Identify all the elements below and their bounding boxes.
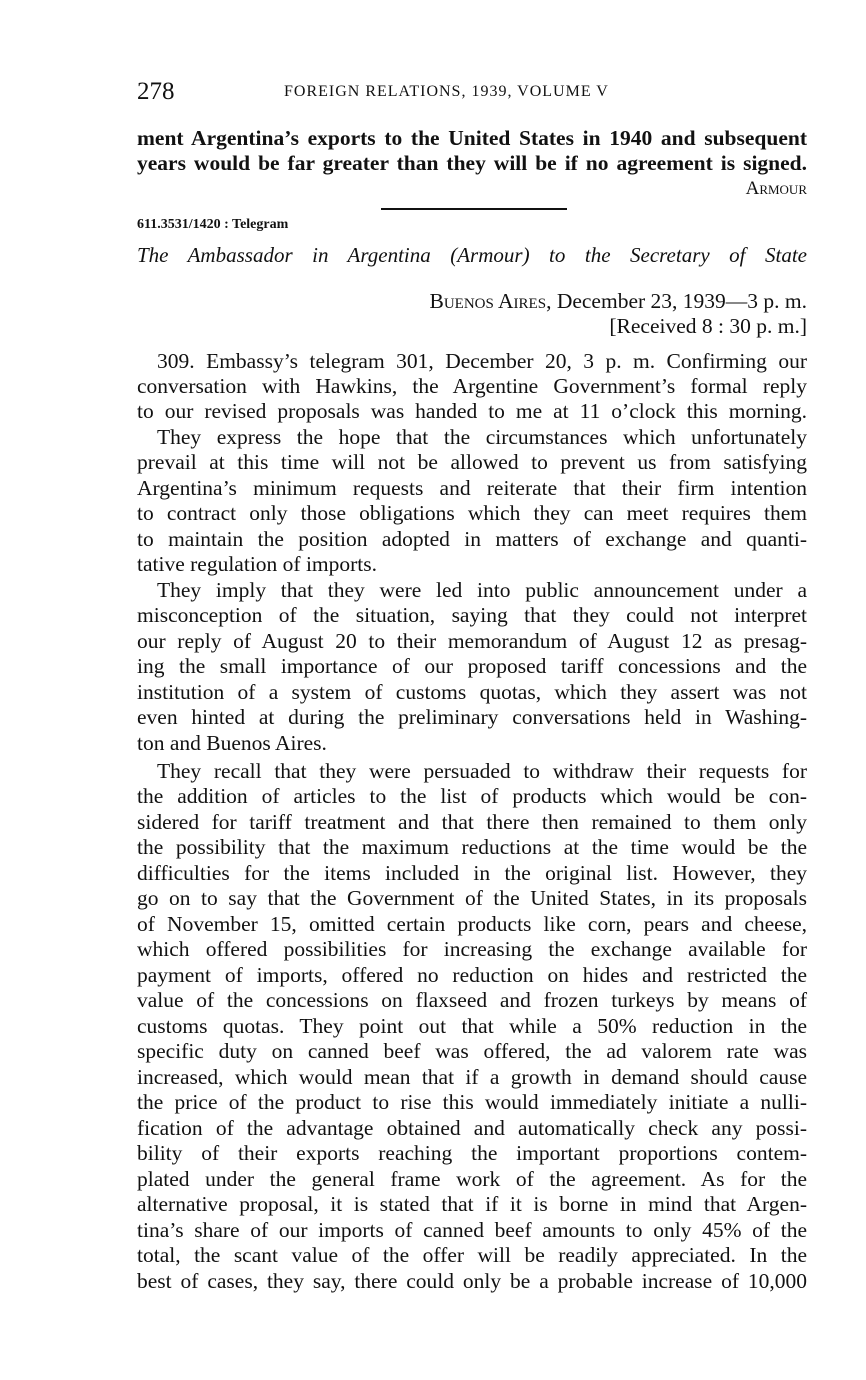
body-line: best of cases, they say, there could only be a probable increase of 10,000 <box>137 1269 807 1293</box>
body-line: payment of imports, offered no reduction on hides and restricted the <box>137 963 807 987</box>
page-number: 278 <box>137 78 175 105</box>
body-line: sidered for tariff treatment and that there then remained to them only <box>137 810 807 834</box>
body-line: misconception of the situation, saying that they could not interpret <box>137 603 807 627</box>
body-line: prevail at this time will not be allowed to prevent us from satisfying <box>137 450 807 474</box>
body-line: institution of a system of customs quotas, which they assert was not <box>137 680 807 704</box>
body-line: go on to say that the Government of the United States, in its proposals <box>137 886 807 910</box>
body-line: the possibility that the maximum reductions at the time would be the <box>137 835 807 859</box>
body-line: the addition of articles to the list of products which would be con- <box>137 784 807 808</box>
intro-line: ment Argentina’s exports to the United States in 1940 and subsequent <box>137 126 807 150</box>
dateline <box>137 289 807 314</box>
body-line: difficulties for the items included in the original list. However, they <box>137 861 807 885</box>
body-line: Argentina’s minimum requests and reiterate that their firm intention <box>137 476 807 500</box>
body-line: our reply of August 20 to their memorandum of August 12 as presag- <box>137 629 807 653</box>
intro-line: years would be far greater than they will be if no agreement is signed. <box>137 151 807 175</box>
dateline-place: Buenos Aires <box>429 289 547 313</box>
body-line: to contract only those obligations which they can meet requires them <box>137 501 807 525</box>
body-line: They imply that they were led into public announcement under a <box>157 578 807 602</box>
body-line: fication of the advantage obtained and automatically check any possi- <box>137 1116 807 1140</box>
signature: Armour <box>745 178 807 199</box>
dateline-date: , December 23, 1939—3 p. m. <box>546 289 807 313</box>
running-head: FOREIGN RELATIONS, 1939, VOLUME V <box>284 83 609 100</box>
body-line: increased, which would mean that if a growth in demand should cause <box>137 1065 807 1089</box>
body-line: the price of the product to rise this would immediately initiate a nulli- <box>137 1090 807 1114</box>
body-line: bility of their exports reaching the important proportions contem- <box>137 1141 807 1165</box>
document-reference: 611.3531/1420 : Telegram <box>137 217 289 232</box>
body-line: value of the concessions on flaxseed and frozen turkeys by means of <box>137 988 807 1012</box>
body-line: which offered possibilities for increasing the exchange available for <box>137 937 807 961</box>
body-line: plated under the general frame work of the agreement. As for the <box>137 1167 807 1191</box>
section-divider <box>381 208 567 210</box>
body-line: to maintain the position adopted in matters of exchange and quanti- <box>137 527 807 551</box>
body-line: ing the small importance of our proposed tariff concessions and the <box>137 654 807 678</box>
body-line: tative regulation of imports. <box>137 552 378 576</box>
body-line: of November 15, omitted certain products like corn, pears and cheese, <box>137 912 807 936</box>
received-line: [Received 8 : 30 p. m.] <box>609 314 807 338</box>
page-header <box>137 78 807 108</box>
body-line: They recall that they were persuaded to withdraw their requests for <box>157 759 807 783</box>
body-line: customs quotas. They point out that while a 50% reduction in the <box>137 1014 807 1038</box>
body-line: ton and Buenos Aires. <box>137 731 327 755</box>
body-line: even hinted at during the preliminary conversations held in Washing- <box>137 705 807 729</box>
body-line: tina’s share of our imports of canned beef amounts to only 45% of the <box>137 1218 807 1242</box>
document-title: The Ambassador in Argentina (Armour) to the Secretary of State <box>137 243 807 267</box>
body-line: 309. Embassy’s telegram 301, December 20, 3 p. m. Confirming our <box>157 349 807 373</box>
body-line: specific duty on canned beef was offered, the ad valorem rate was <box>137 1039 807 1063</box>
body-line: conversation with Hawkins, the Argentine Government’s formal reply <box>137 374 807 398</box>
body-line: total, the scant value of the offer will be readily appreciated. In the <box>137 1243 807 1267</box>
body-line: to our revised proposals was handed to me at 11 o’clock this morning. <box>137 399 807 423</box>
body-line: alternative proposal, it is stated that if it is borne in mind that Argen- <box>137 1192 807 1216</box>
body-line: They express the hope that the circumstances which unfortunately <box>157 425 807 449</box>
